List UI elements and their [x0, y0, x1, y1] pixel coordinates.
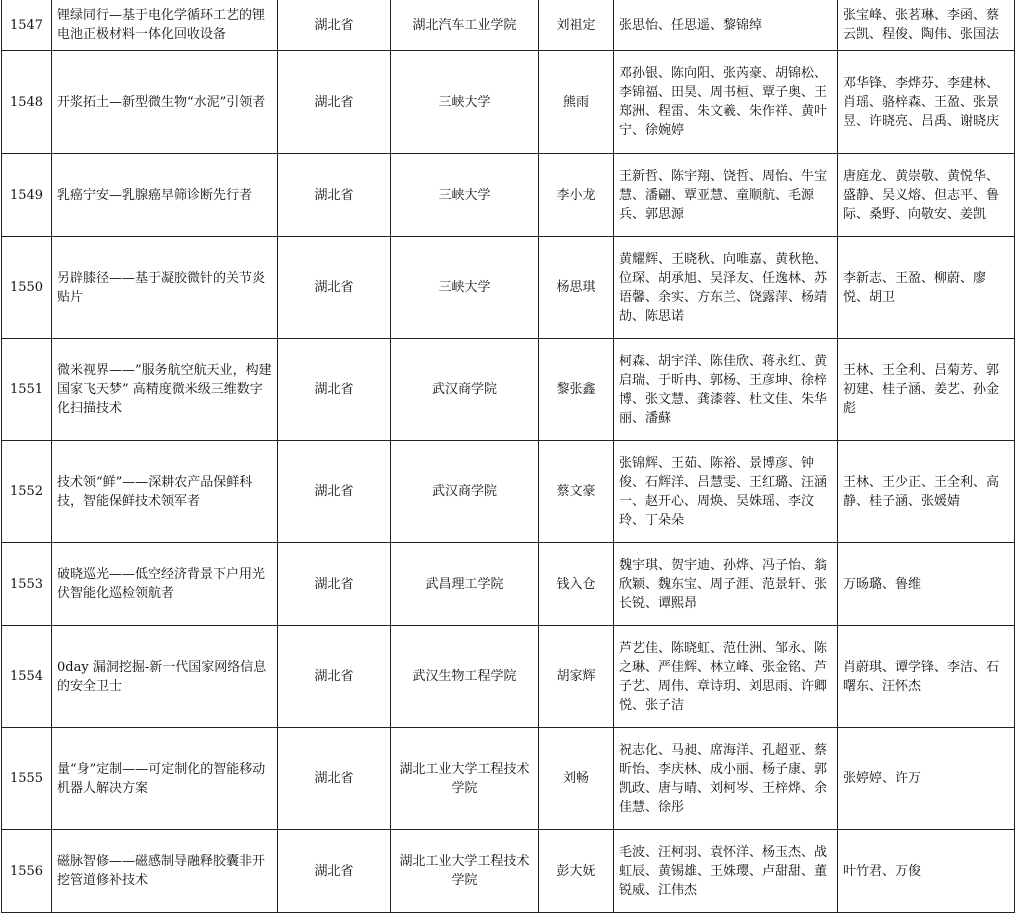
- table-row: [2, 728, 1015, 830]
- team-leader: 杨思琪: [539, 237, 614, 339]
- row-number: 1553: [2, 543, 52, 626]
- advisors: 王林、王少正、王全利、高静、桂子涵、张媛婧: [838, 441, 1015, 543]
- province: 湖北省: [278, 0, 391, 51]
- project-name: 0day 漏洞挖掘-新一代国家网络信息的安全卫士: [52, 626, 278, 728]
- row-number: 1556: [2, 830, 52, 913]
- project-name: 技术领“鲜”——深耕农产品保鲜科技，智能保鲜技术领军者: [52, 441, 278, 543]
- advisors: 李新志、王盈、柳蔚、廖悦、胡卫: [838, 237, 1015, 339]
- province: 湖北省: [278, 339, 391, 441]
- table-row: [2, 543, 1015, 626]
- team-leader: 李小龙: [539, 154, 614, 237]
- team-members: 毛波、汪柯羽、袁怀洋、杨玉杰、战虹辰、黄锡雄、王姝璎、卢甜甜、董锐威、江伟杰: [614, 830, 838, 913]
- project-name: 锂绿同行—基于电化学循环工艺的锂电池正极材料一体化回收设备: [52, 0, 278, 51]
- team-leader: 蔡文豪: [539, 441, 614, 543]
- school-name: 武汉生物工程学院: [391, 626, 539, 728]
- advisors: 邓华锋、李烨芬、李建林、肖瑶、骆梓森、王盈、张景昱、许晓亮、吕禹、谢晓庆: [838, 51, 1015, 154]
- team-leader: 熊雨: [539, 51, 614, 154]
- school-name: 湖北工业大学工程技术学院: [391, 830, 539, 913]
- row-number: 1554: [2, 626, 52, 728]
- advisors: 张婷婷、许万: [838, 728, 1015, 830]
- team-members: 张思怡、任思遥、黎锦绰: [614, 0, 838, 51]
- project-name: 量“身”定制——可定制化的智能移动机器人解决方案: [52, 728, 278, 830]
- province: 湖北省: [278, 441, 391, 543]
- team-members: 张锦辉、王茹、陈裕、景博彦、钟俊、石辉洋、吕慧雯、王红璐、汪涵一、赵开心、周焕、吴姝瑶、李汶玲、丁朵朵: [614, 441, 838, 543]
- province: 湖北省: [278, 830, 391, 913]
- team-members: 魏宇琪、贺宇迪、孙烨、冯子怡、翁欣颖、魏东宝、周子涯、范景轩、张长锐、谭熙昂: [614, 543, 838, 626]
- table-row: [2, 51, 1015, 154]
- row-number: 1548: [2, 51, 52, 154]
- team-leader: 刘祖定: [539, 0, 614, 51]
- project-name: 破晓巡光——低空经济背景下户用光伏智能化巡检领航者: [52, 543, 278, 626]
- project-name: 开浆拓土—新型微生物“水泥”引领者: [52, 51, 278, 154]
- school-name: 湖北工业大学工程技术学院: [391, 728, 539, 830]
- province: 湖北省: [278, 154, 391, 237]
- team-members: 祝志化、马昶、席海洋、孔超亚、蔡昕怡、李庆林、成小丽、杨子康、郭凯政、唐与晴、刘柯岑、王梓烨、余佳慧、徐彤: [614, 728, 838, 830]
- province: 湖北省: [278, 728, 391, 830]
- team-members: 邓孙银、陈向阳、张芮豪、胡锦松、李锦福、田昊、周书桓、覃子奥、王郑洲、程雷、朱文羲、朱作祥、黄叶宁、徐婉婷: [614, 51, 838, 154]
- project-name: 另辟膝径——基于凝胶微针的关节炎贴片: [52, 237, 278, 339]
- province: 湖北省: [278, 237, 391, 339]
- advisors: 万旸璐、鲁维: [838, 543, 1015, 626]
- school-name: 三峡大学: [391, 154, 539, 237]
- school-name: 三峡大学: [391, 51, 539, 154]
- school-name: 武汉商学院: [391, 441, 539, 543]
- table-row: [2, 626, 1015, 728]
- province: 湖北省: [278, 543, 391, 626]
- school-name: 湖北汽车工业学院: [391, 0, 539, 51]
- school-name: 三峡大学: [391, 237, 539, 339]
- project-name: 微米视界——”服务航空航天业，构建国家飞天梦” 高精度微米级三维数字化扫描技术: [52, 339, 278, 441]
- row-number: 1555: [2, 728, 52, 830]
- team-members: 王新哲、陈宇翔、饶哲、周怡、牛宝慧、潘翩、覃亚慧、童顺航、毛源兵、郭思源: [614, 154, 838, 237]
- team-leader: 彭大妩: [539, 830, 614, 913]
- table-row: [2, 830, 1015, 913]
- table-row: [2, 339, 1015, 441]
- project-name: 乳癌宁安—乳腺癌早筛诊断先行者: [52, 154, 278, 237]
- row-number: 1549: [2, 154, 52, 237]
- advisors: 王林、王全利、吕菊芳、郭初建、桂子涵、姜艺、孙金彪: [838, 339, 1015, 441]
- table-row: [2, 237, 1015, 339]
- team-leader: 黎张鑫: [539, 339, 614, 441]
- team-members: 黄耀辉、王晓秋、向唯嘉、黄秋艳、位琛、胡承旭、吴泽友、任逸林、苏语馨、余实、方东兰、饶露萍、杨靖劼、陈思诺: [614, 237, 838, 339]
- school-name: 武昌理工学院: [391, 543, 539, 626]
- award-table: [1, 0, 1015, 913]
- advisors: 叶竹君、万俊: [838, 830, 1015, 913]
- team-members: 芦艺佳、陈晓虹、范仕洲、邹永、陈之琳、严佳辉、林立峰、张金铭、芦子艺、周伟、章诗玥、刘思雨、许卿悦、张子洁: [614, 626, 838, 728]
- table-row: [2, 154, 1015, 237]
- table-row: [2, 441, 1015, 543]
- row-number: 1547: [2, 0, 52, 51]
- province: 湖北省: [278, 51, 391, 154]
- row-number: 1552: [2, 441, 52, 543]
- row-number: 1551: [2, 339, 52, 441]
- advisors: 肖蔚琪、谭学锋、李洁、石曙东、汪怀杰: [838, 626, 1015, 728]
- project-name: 磁脉智修——磁感制导融释胶囊非开挖管道修补技术: [52, 830, 278, 913]
- team-leader: 刘畅: [539, 728, 614, 830]
- advisors: 唐庭龙、黄崇敬、黄悦华、盛静、吴义熔、但志平、鲁际、桑野、向敬安、姜凯: [838, 154, 1015, 237]
- province: 湖北省: [278, 626, 391, 728]
- team-leader: 钱入仓: [539, 543, 614, 626]
- advisors: 张宝峰、张茗琳、李函、蔡云凯、程俊、陶伟、张国法: [838, 0, 1015, 51]
- school-name: 武汉商学院: [391, 339, 539, 441]
- row-number: 1550: [2, 237, 52, 339]
- table-row: [2, 0, 1015, 51]
- team-members: 柯森、胡宇洋、陈佳欣、蒋永红、黄启瑞、于昕冉、郭杨、王彦坤、徐梓博、张文慧、龚漆蓉、杜文佳、朱华丽、潘蘇: [614, 339, 838, 441]
- team-leader: 胡家辉: [539, 626, 614, 728]
